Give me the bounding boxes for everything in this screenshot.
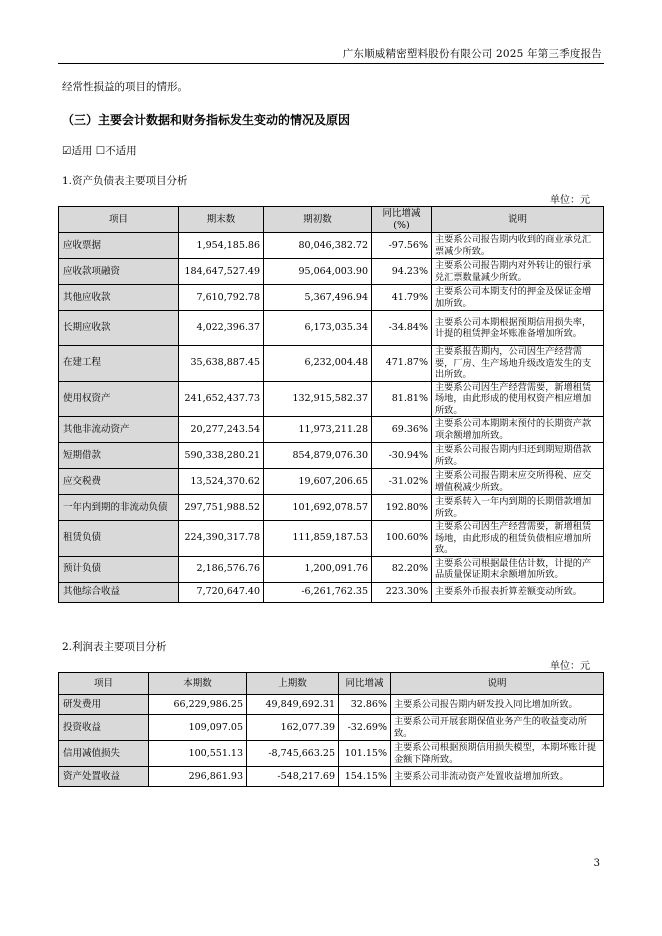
cell-item: 应收票据 bbox=[59, 233, 179, 259]
not-applicable-label: 不适用 bbox=[105, 145, 137, 157]
cell-cur: 109,097.05 bbox=[149, 715, 247, 741]
cell-begin: 6,173,035.34 bbox=[264, 311, 372, 346]
cell-change: -97.56% bbox=[372, 233, 432, 259]
cell-desc: 主要系转入一年内到期的长期借款增加所致。 bbox=[432, 495, 604, 521]
cell-desc: 主要系公司本期支付的押金及保证金增加所致。 bbox=[432, 285, 604, 311]
cell-end: 1,954,185.86 bbox=[179, 233, 264, 259]
header-desc: 说明 bbox=[391, 673, 604, 695]
cell-prev: 49,849,692.31 bbox=[247, 695, 339, 715]
cell-change: 100.60% bbox=[372, 521, 432, 557]
section-title: （三）主要会计数据和财务指标发生变动的情况及原因 bbox=[62, 113, 351, 127]
cell-change: 82.20% bbox=[372, 556, 432, 582]
cell-begin: 80,046,382.72 bbox=[264, 233, 372, 259]
cell-change: 471.87% bbox=[372, 346, 432, 382]
applicable-options bbox=[62, 143, 137, 158]
cell-change: 192.80% bbox=[372, 495, 432, 521]
cell-item: 租赁负债 bbox=[59, 521, 179, 557]
cell-item: 短期借款 bbox=[59, 443, 179, 469]
cell-begin: 101,692,078.57 bbox=[264, 495, 372, 521]
cell-cur: 296,861.93 bbox=[149, 767, 247, 787]
cell-change: -32.69% bbox=[339, 715, 391, 741]
cell-end: 241,652,437.73 bbox=[179, 381, 264, 417]
header-item: 项目 bbox=[59, 673, 149, 695]
cell-change: 32.86% bbox=[339, 695, 391, 715]
cell-item: 应交税费 bbox=[59, 469, 179, 495]
cell-begin: 19,607,206.65 bbox=[264, 469, 372, 495]
cell-change: 69.36% bbox=[372, 417, 432, 443]
page-number: 3 bbox=[593, 858, 600, 869]
cell-prev: -8,745,663.25 bbox=[247, 741, 339, 767]
cell-item: 一年内到期的非流动负债 bbox=[59, 495, 179, 521]
table-row bbox=[59, 767, 604, 787]
cell-desc: 主要系公司本期根据预期信用损失率，计提的租赁押金坏账准备增加所致。 bbox=[432, 311, 604, 346]
cell-end: 184,647,527.49 bbox=[179, 259, 264, 285]
cell-begin: 95,064,003.90 bbox=[264, 259, 372, 285]
cell-desc: 主要系公司报告期末应交所得税、应交增值税减少所致。 bbox=[432, 469, 604, 495]
header-change: 同比增减 bbox=[339, 673, 391, 695]
intro-text: 经常性损益的项目的情形。 bbox=[62, 81, 188, 93]
cell-change: 94.23% bbox=[372, 259, 432, 285]
table-row bbox=[59, 311, 604, 346]
report-header: 广东顺威精密塑料股份有限公司 2025 年第三季度报告 bbox=[342, 48, 602, 60]
cell-end: 35,638,887.45 bbox=[179, 346, 264, 382]
cell-change: -31.02% bbox=[372, 469, 432, 495]
unchecked-checkbox-icon: ☐ bbox=[95, 145, 106, 157]
table-row bbox=[59, 695, 604, 715]
header-change: 同比增减(%) bbox=[372, 207, 432, 233]
header-desc: 说明 bbox=[432, 207, 604, 233]
cell-begin: 11,973,211.28 bbox=[264, 417, 372, 443]
applicable-label: 适用 bbox=[71, 145, 93, 157]
cell-change: 101.15% bbox=[339, 741, 391, 767]
table-row bbox=[59, 233, 604, 259]
cell-end: 7,720,647.40 bbox=[179, 582, 264, 602]
cell-end: 297,751,988.52 bbox=[179, 495, 264, 521]
cell-desc: 主要系公司本期期末预付的长期资产款项余额增加所致。 bbox=[432, 417, 604, 443]
cell-item: 在建工程 bbox=[59, 346, 179, 382]
cell-item: 资产处置收益 bbox=[59, 767, 149, 787]
cell-begin: 1,200,091.76 bbox=[264, 556, 372, 582]
cell-desc: 主要系公司非流动资产处置收益增加所致。 bbox=[391, 767, 604, 787]
table-row bbox=[59, 443, 604, 469]
cell-item: 使用权资产 bbox=[59, 381, 179, 417]
table-row bbox=[59, 495, 604, 521]
cell-end: 590,338,280.21 bbox=[179, 443, 264, 469]
cell-begin: 6,232,004.48 bbox=[264, 346, 372, 382]
table-row bbox=[59, 469, 604, 495]
cell-prev: -548,217.69 bbox=[247, 767, 339, 787]
cell-change: 223.30% bbox=[372, 582, 432, 602]
header-item: 项目 bbox=[59, 207, 179, 233]
cell-begin: -6,261,762.35 bbox=[264, 582, 372, 602]
cell-item: 投资收益 bbox=[59, 715, 149, 741]
cell-change: -34.84% bbox=[372, 311, 432, 346]
cell-item: 应收款项融资 bbox=[59, 259, 179, 285]
cell-end: 7,610,792.78 bbox=[179, 285, 264, 311]
income-statement-unit: 单位：元 bbox=[550, 661, 590, 672]
header-end: 期末数 bbox=[179, 207, 264, 233]
table-row bbox=[59, 285, 604, 311]
checked-checkbox-icon: ☑ bbox=[62, 145, 72, 157]
cell-item: 研发费用 bbox=[59, 695, 149, 715]
cell-end: 2,186,576.76 bbox=[179, 556, 264, 582]
cell-desc: 主要系公司因生产经营需要，新增租赁场地，由此形成的租赁负债相应增加所致。 bbox=[432, 521, 604, 557]
cell-change: -30.94% bbox=[372, 443, 432, 469]
cell-desc: 主要系公司根据预期信用损失模型，本期坏账计提金额下降所致。 bbox=[391, 741, 604, 767]
cell-desc: 主要系公司因生产经营需要，新增租赁场地，由此形成的使用权资产相应增加所致。 bbox=[432, 381, 604, 417]
cell-end: 4,022,396.37 bbox=[179, 311, 264, 346]
balance-sheet-title: 1.资产负债表主要项目分析 bbox=[62, 175, 188, 187]
cell-item: 其他综合收益 bbox=[59, 582, 179, 602]
cell-change: 41.79% bbox=[372, 285, 432, 311]
table-row bbox=[59, 259, 604, 285]
cell-end: 13,524,370.62 bbox=[179, 469, 264, 495]
cell-desc: 主要系公司报告期内研发投入同比增加所致。 bbox=[391, 695, 604, 715]
cell-desc: 主要系公司报告期内对外转让的银行承兑汇票数量减少所致。 bbox=[432, 259, 604, 285]
cell-desc: 主要系公司报告期内归还到期短期借款所致。 bbox=[432, 443, 604, 469]
table-header-row bbox=[59, 207, 604, 233]
table-row bbox=[59, 381, 604, 417]
cell-desc: 主要系报告期内，公司因生产经营需要，厂房、生产场地升级改造发生的支出所致。 bbox=[432, 346, 604, 382]
cell-item: 预计负债 bbox=[59, 556, 179, 582]
header-begin: 期初数 bbox=[264, 207, 372, 233]
table-row bbox=[59, 521, 604, 557]
cell-desc: 主要系公司根据最佳估计数，计提的产品质量保证期末余额增加所致。 bbox=[432, 556, 604, 582]
income-statement-table bbox=[58, 672, 604, 787]
table-row bbox=[59, 741, 604, 767]
balance-sheet-table bbox=[58, 206, 604, 603]
cell-end: 20,277,243.54 bbox=[179, 417, 264, 443]
cell-item: 信用减值损失 bbox=[59, 741, 149, 767]
header-current: 本期数 bbox=[149, 673, 247, 695]
cell-cur: 100,551.13 bbox=[149, 741, 247, 767]
cell-begin: 854,879,076.30 bbox=[264, 443, 372, 469]
cell-cur: 66,229,986.25 bbox=[149, 695, 247, 715]
cell-prev: 162,077.39 bbox=[247, 715, 339, 741]
cell-end: 224,390,317.78 bbox=[179, 521, 264, 557]
table-row bbox=[59, 556, 604, 582]
cell-item: 长期应收款 bbox=[59, 311, 179, 346]
cell-desc: 主要系公司报告期内收到的商业承兑汇票减少所致。 bbox=[432, 233, 604, 259]
cell-begin: 111,859,187.53 bbox=[264, 521, 372, 557]
table-row bbox=[59, 417, 604, 443]
table-header-row bbox=[59, 673, 604, 695]
cell-change: 154.15% bbox=[339, 767, 391, 787]
table-row bbox=[59, 715, 604, 741]
table-row bbox=[59, 582, 604, 602]
cell-item: 其他应收款 bbox=[59, 285, 179, 311]
header-previous: 上期数 bbox=[247, 673, 339, 695]
cell-desc: 主要系外币报表折算差额变动所致。 bbox=[432, 582, 604, 602]
cell-begin: 132,915,582.37 bbox=[264, 381, 372, 417]
cell-begin: 5,367,496.94 bbox=[264, 285, 372, 311]
cell-item: 其他非流动资产 bbox=[59, 417, 179, 443]
cell-desc: 主要系公司开展套期保值业务产生的收益变动所致。 bbox=[391, 715, 604, 741]
income-statement-title: 2.利润表主要项目分析 bbox=[62, 641, 167, 653]
table-row bbox=[59, 346, 604, 382]
balance-sheet-unit: 单位：元 bbox=[550, 195, 590, 206]
cell-change: 81.81% bbox=[372, 381, 432, 417]
header-divider bbox=[58, 63, 604, 64]
